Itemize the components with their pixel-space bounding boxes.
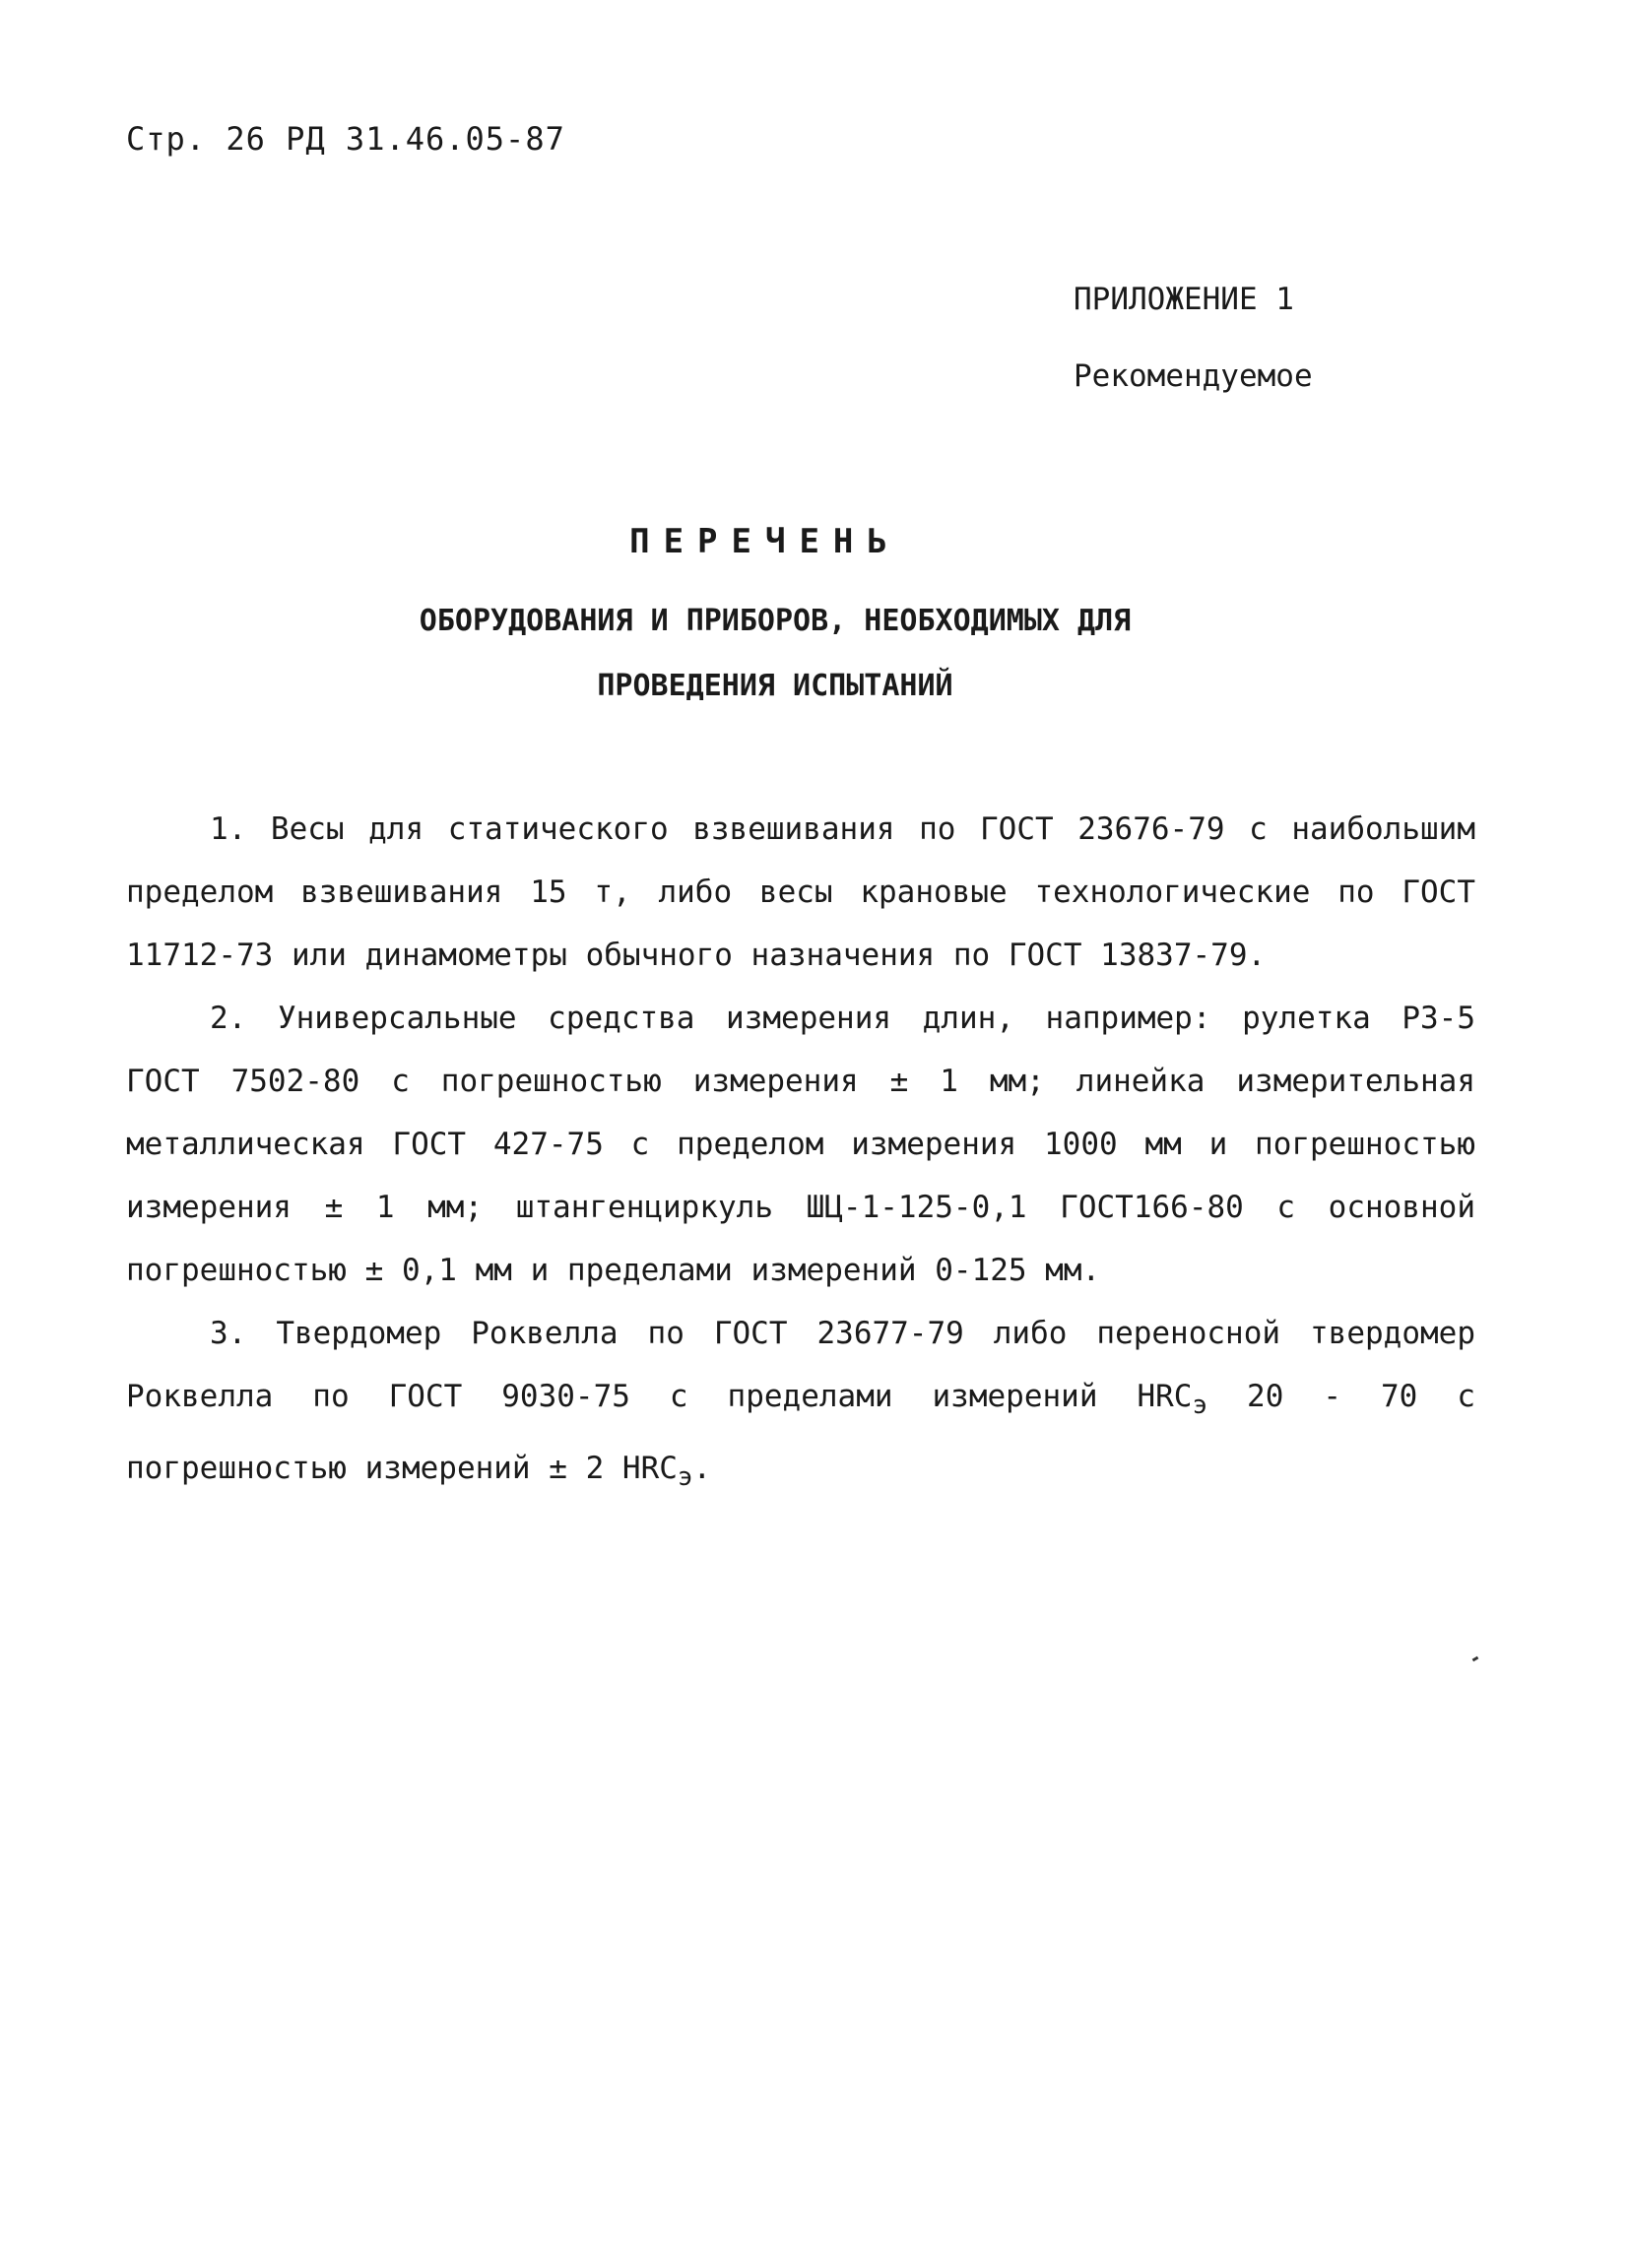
title-main: ПЕРЕЧЕНЬ xyxy=(629,522,901,561)
appendix-label: ПРИЛОЖЕНИЕ 1 xyxy=(1074,282,1294,317)
document-title xyxy=(0,522,1629,719)
list-item xyxy=(126,987,1475,1302)
scan-mark xyxy=(1472,1656,1479,1662)
hrc-subscript: э xyxy=(1192,1391,1208,1421)
title-line-2: ПРОВЕДЕНИЯ ИСПЫТАНИЙ xyxy=(597,669,953,703)
item-text: Универсальные средства измерения длин, например: рулетка РЗ-5 ГОСТ 7502-80 с погрешностью измерения ± 1 мм; линейка измерительная металлическая ГОСТ 427-75 с пределом измерения 1000 мм и погрешностью измерения ± 1 мм; штангенциркуль ШЦ-1-125-0,1 ГОСТ166-80 с основной погрешностью ± 0,1 мм и пределами измерений 0-125 мм. xyxy=(126,1001,1476,1288)
item-text: Весы для статического взвешивания по ГОСТ 23676-79 с наибольшим пределом взвешивания 15 т, либо весы крановые технологические по ГОСТ 11712-73 или динамометры обычного назначения по ГОСТ 13837-79. xyxy=(126,811,1475,973)
title-line-1: ОБОРУДОВАНИЯ И ПРИБОРОВ, НЕОБХОДИМЫХ ДЛЯ xyxy=(419,604,1132,638)
item-text-middle: 20 - 70 с погрешностью измерений ± 2 HRC xyxy=(126,1379,1475,1487)
appendix-status: Рекомендуемое xyxy=(1074,358,1313,394)
appendix-block xyxy=(1074,261,1313,415)
hrc-subscript: э xyxy=(677,1462,693,1493)
item-text-after: . xyxy=(692,1451,712,1487)
list-item xyxy=(126,1302,1475,1509)
item-number: 2. xyxy=(210,1001,247,1036)
list-item xyxy=(126,798,1475,987)
title-subtitle xyxy=(0,589,1629,719)
item-number: 1. xyxy=(210,811,247,847)
equipment-list xyxy=(126,798,1475,1509)
item-number: 3. xyxy=(210,1316,247,1351)
page-header: Стр. 26 РД 31.46.05-87 xyxy=(126,120,565,158)
item-text-before: Твердомер Роквелла по ГОСТ 23677-79 либо переносной твердомер Роквелла по ГОСТ 9030-75 с пределами измерений HRC xyxy=(126,1316,1475,1414)
